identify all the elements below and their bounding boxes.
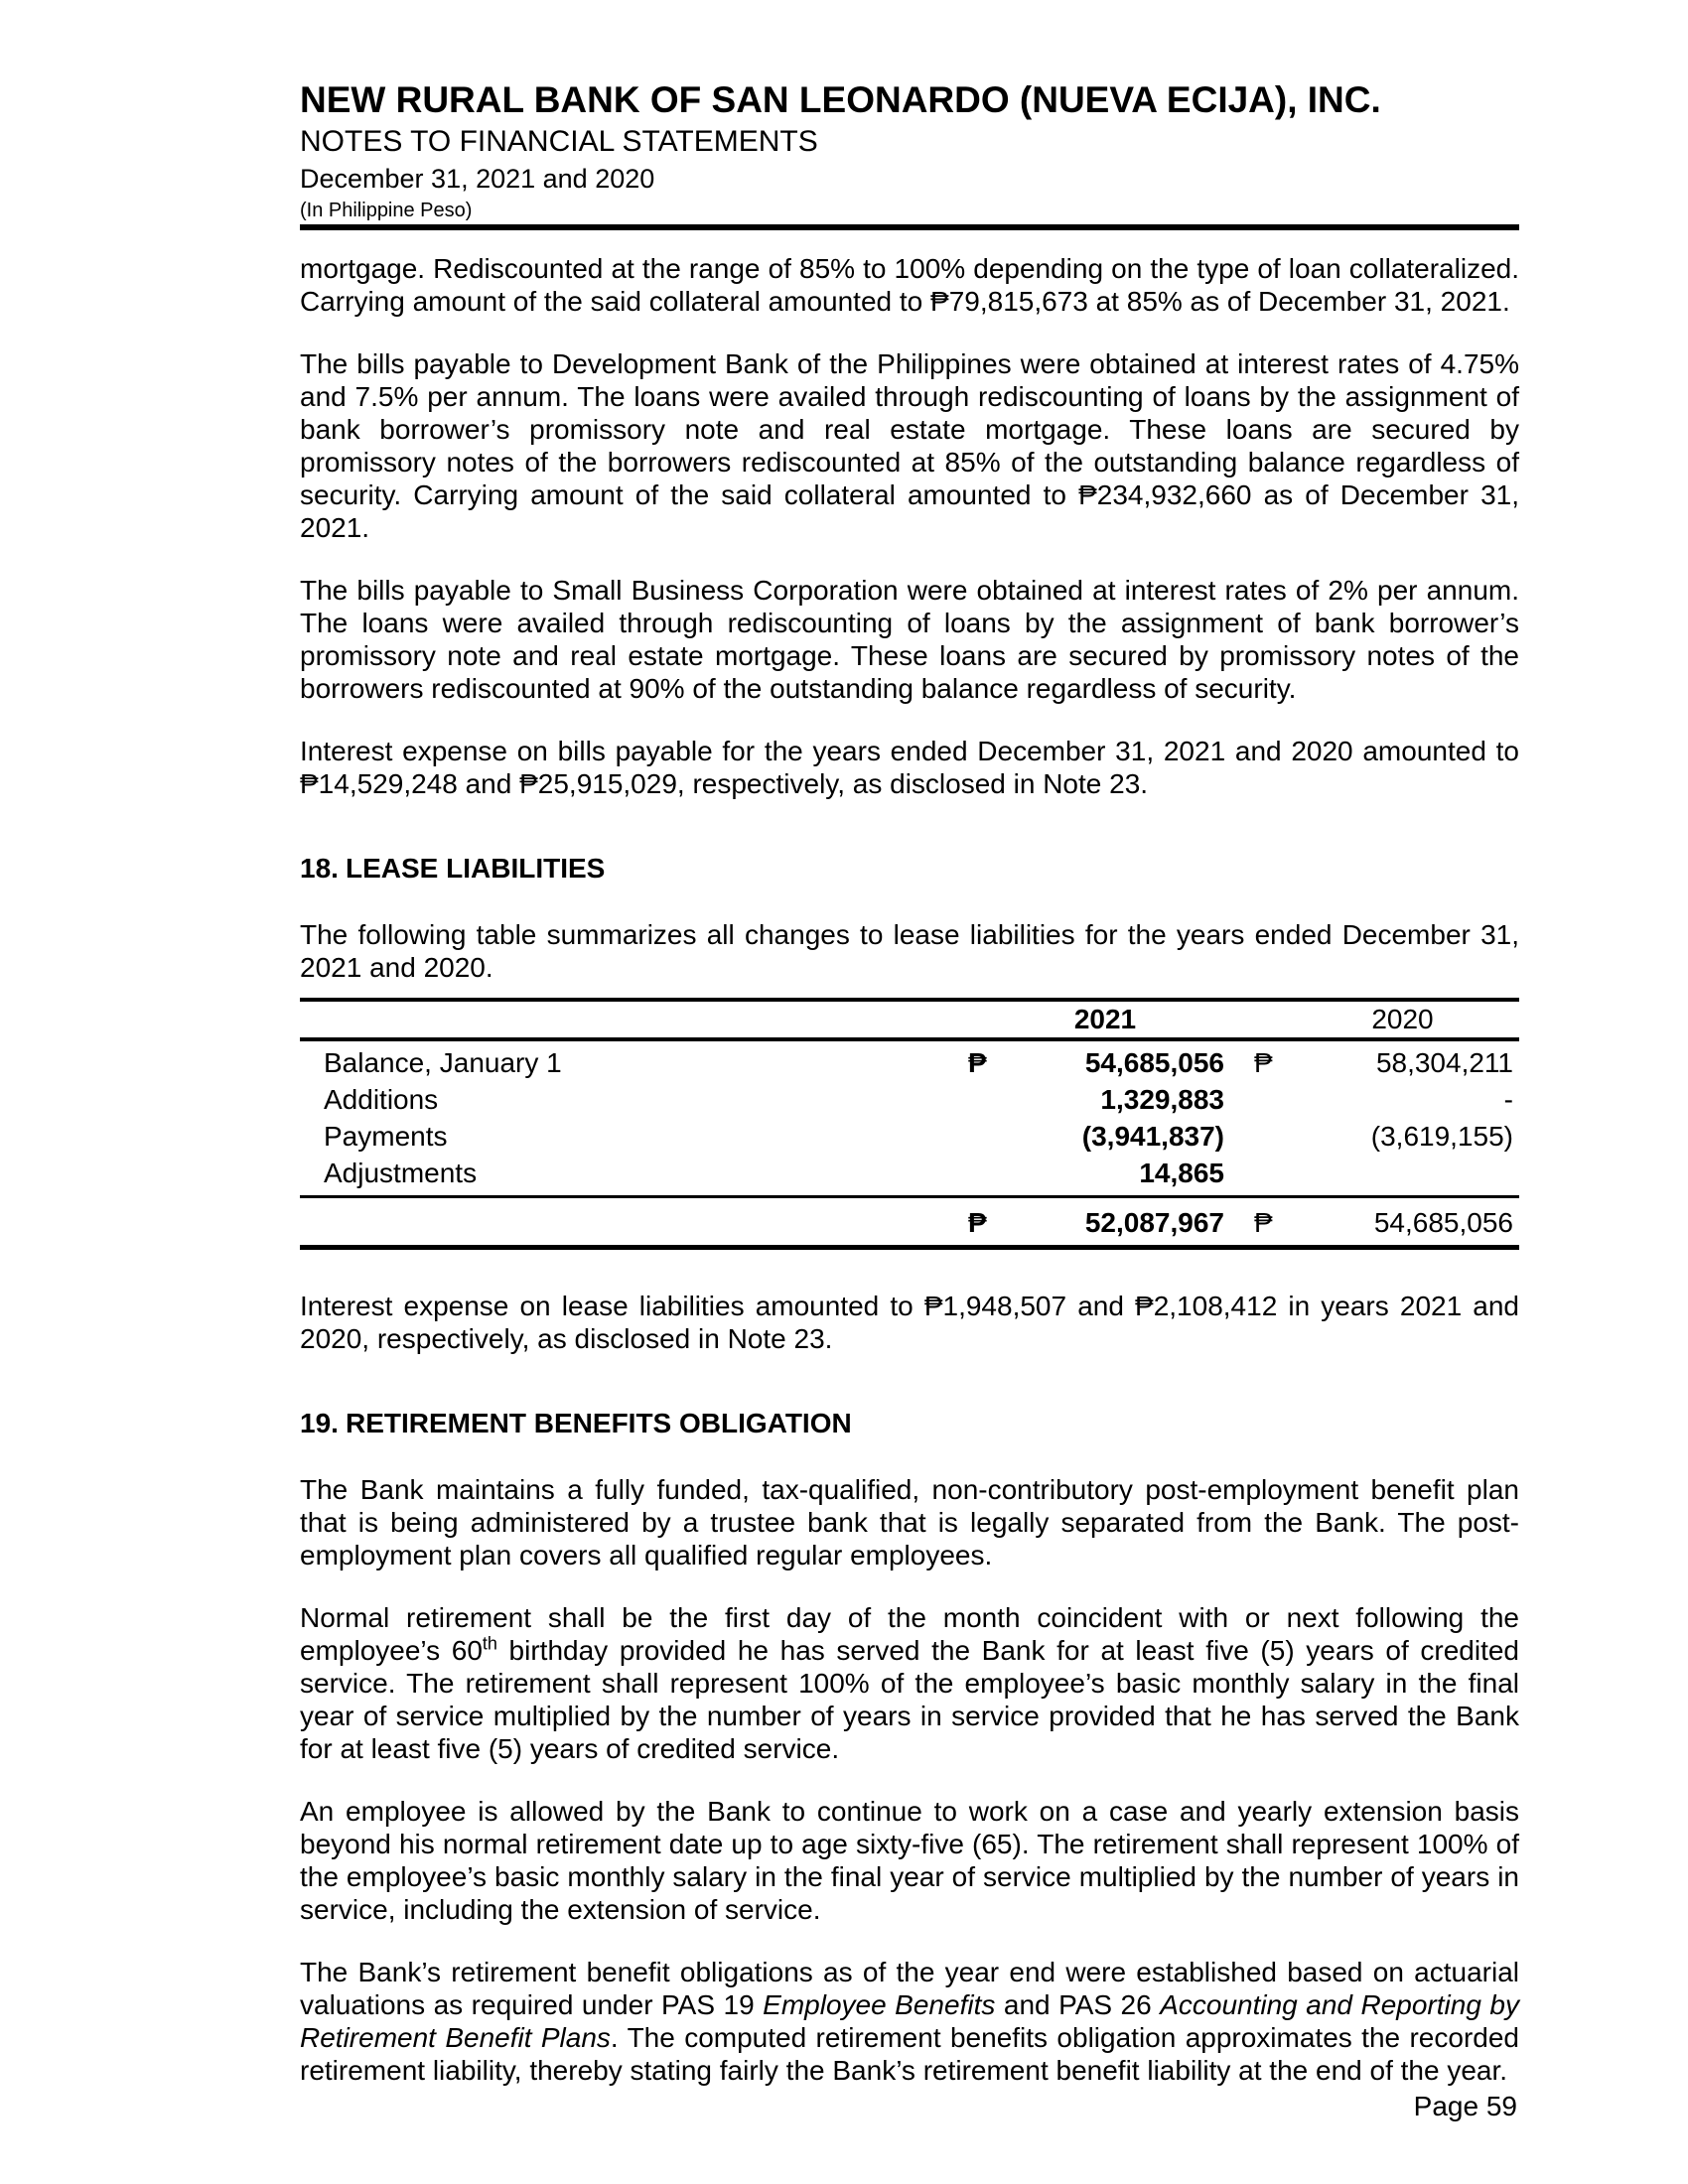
table-row-balance <box>300 1044 1519 1081</box>
paragraph-sbc-bills-payable: The bills payable to Small Business Corporation were obtained at interest rates of 2% per annum. The loans were availed through rediscounting of loans by the assignment of bank borrower’s promissory note and real estate mortgage. These loans are secured by promissory notes of the borrowers rediscounted at 90% of the outstanding balance regardless of security. <box>300 575 1519 704</box>
actuarial-text-2: and PAS 26 <box>995 1989 1161 2020</box>
actuarial-text-1: The Bank’s retirement benefit obligations as of the year end were established based on actuarial valuations as required under PAS 19 <box>300 1957 1519 2020</box>
document-header <box>300 79 1519 230</box>
column-header-2021: 2021 <box>1073 1004 1137 1034</box>
table-row-additions <box>300 1081 1519 1118</box>
paragraph-actuarial-valuation <box>300 1956 1519 2087</box>
paragraph-mortgage-rediscount: mortgage. Rediscounted at the range of 85% to 100% depending on the type of loan collateralized. Carrying amount of the said collateral amounted to ₱79,815,673 at 85% as of December 31, 2021. <box>300 253 1519 317</box>
section-19-number: 19. <box>300 1408 339 1438</box>
row-label: Balance, January 1 <box>324 1047 562 1078</box>
bank-name: NEW RURAL BANK OF SAN LEONARDO (NUEVA ECIJA), INC. <box>300 79 1381 120</box>
pas19-title-italic: Employee Benefits <box>763 1989 996 2020</box>
table-row-total <box>300 1195 1519 1245</box>
peso-sign-2021: ₱ <box>968 1047 987 1078</box>
pas26-title-italic: Accounting and Reporting by Retirement Benefit Plans <box>300 1989 1519 2053</box>
row-label: Adjustments <box>324 1158 478 1188</box>
page-number: Page 59 <box>1413 2091 1517 2121</box>
peso-sign-2020: ₱ <box>1254 1047 1273 1078</box>
lease-table-header-row <box>300 1002 1519 1041</box>
total-value-2021: 52,087,967 <box>1084 1207 1224 1238</box>
section-18-title: LEASE LIABILITIES <box>346 853 606 884</box>
lease-table-intro: The following table summarizes all changes to lease liabilities for the years ended December 31, 2021 and 2020. <box>300 919 1519 983</box>
lease-liabilities-table <box>300 998 1519 1250</box>
value-2021: 14,865 <box>1139 1158 1224 1188</box>
paragraph-benefit-plan: The Bank maintains a fully funded, tax-qualified, non-contributory post-employment benefit plan that is being administered by a trustee bank that is legally separated from the Bank. The post-employment plan covers all qualified regular employees. <box>300 1474 1519 1570</box>
section-18-number: 18. <box>300 853 339 884</box>
value-2021: 1,329,883 <box>1100 1084 1224 1115</box>
value-2021: 54,685,056 <box>1084 1047 1224 1078</box>
total-value-2020: 54,685,056 <box>1373 1207 1513 1238</box>
peso-sign-2021: ₱ <box>968 1207 987 1238</box>
table-row-adjustments <box>300 1155 1519 1191</box>
row-label: Payments <box>324 1121 448 1152</box>
normal-retirement-text-1: Normal retirement shall be the first day of the month coincident with or next following the employee’s 60 <box>300 1602 1519 1666</box>
section-18-heading <box>300 852 1519 885</box>
paragraph-normal-retirement <box>300 1601 1519 1765</box>
value-2020: (3,619,155) <box>1370 1121 1513 1152</box>
section-19-title: RETIREMENT BENEFITS OBLIGATION <box>346 1408 852 1438</box>
section-19-heading <box>300 1407 1519 1439</box>
value-2020: - <box>1503 1084 1513 1115</box>
value-2020: 58,304,211 <box>1375 1047 1513 1078</box>
column-header-2020: 2020 <box>1371 1004 1434 1034</box>
actuarial-text-3: . The computed retirement benefits obligation approximates the recorded retirement liability, thereby stating fairly the Bank’s retirement benefit liability at the end of the year. <box>300 2022 1519 2086</box>
normal-retirement-text-2: birthday provided he has served the Bank for at least five (5) years of credited service. The retirement shall represent 100% of the employee’s basic monthly salary in the final year of service multiplied by the number of years in service provided that he has served the Bank for at least five (5) years of credited service. <box>300 1635 1519 1764</box>
paragraph-lease-interest-expense: Interest expense on lease liabilities amounted to ₱1,948,507 and ₱2,108,412 in years 2021 and 2020, respectively, as disclosed in Note 23. <box>300 1291 1519 1354</box>
row-label: Additions <box>324 1084 439 1115</box>
statement-date-line: December 31, 2021 and 2020 <box>300 164 655 194</box>
document-title: NOTES TO FINANCIAL STATEMENTS <box>300 125 818 158</box>
peso-sign-2020: ₱ <box>1254 1207 1273 1238</box>
paragraph-bills-interest-expense: Interest expense on bills payable for the years ended December 31, 2021 and 2020 amounted to ₱14,529,248 and ₱25,915,029, respectively, as disclosed in Note 23. <box>300 736 1519 799</box>
value-2021: (3,941,837) <box>1081 1121 1224 1152</box>
header-rule <box>300 224 1519 230</box>
paragraph-extension-service: An employee is allowed by the Bank to continue to work on a case and yearly extension basis beyond his normal retirement date up to age sixty-five (65). The retirement shall represent 100% of the employee’s basic monthly salary in the final year of service multiplied by the number of years in service, including the extension of service. <box>300 1796 1519 1925</box>
ordinal-superscript: th <box>482 1633 497 1654</box>
lease-table-body <box>300 1041 1519 1195</box>
table-row-payments <box>300 1118 1519 1155</box>
paragraph-dbp-bills-payable: The bills payable to Development Bank of the Philippines were obtained at interest rates of 4.75% and 7.5% per annum. The loans were availed through rediscounting of loans by the assignment of bank borrower’s promissory note and real estate mortgage. These loans are secured by promissory notes of the borrowers rediscounted at 85% of the outstanding balance regardless of security. Carrying amount of the said collateral amounted to ₱234,932,660 as of December 31, 2021. <box>300 348 1519 543</box>
currency-note: (In Philippine Peso) <box>300 200 473 221</box>
